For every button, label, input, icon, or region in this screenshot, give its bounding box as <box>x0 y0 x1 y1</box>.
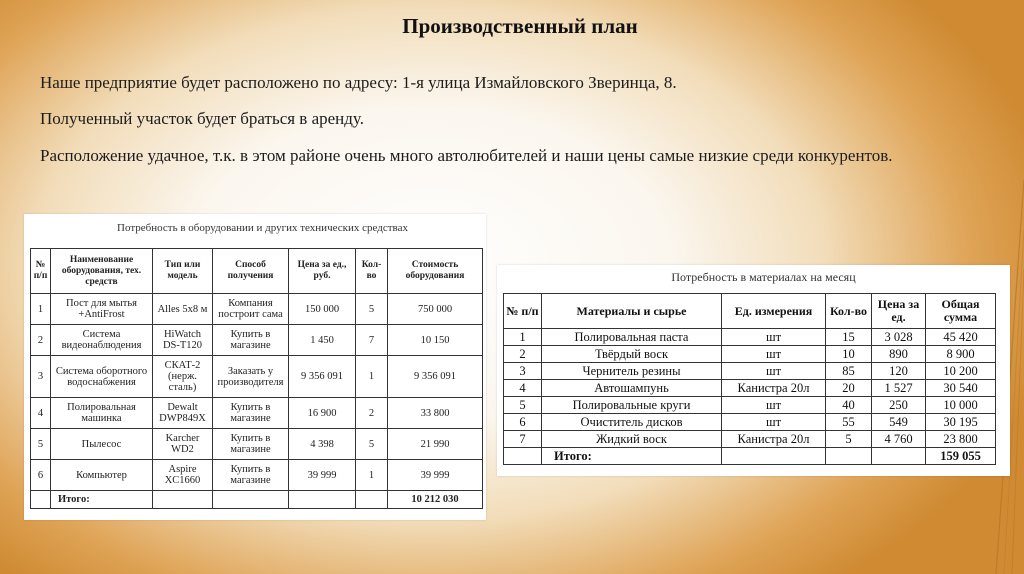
table-cell: 3 <box>31 356 51 398</box>
materials-table <box>503 293 996 465</box>
table-row <box>504 363 996 380</box>
equipment-table <box>30 248 483 509</box>
table-cell: 20 <box>826 380 872 397</box>
table-cell: 3 <box>504 363 542 380</box>
table-cell: 9 356 091 <box>289 356 356 398</box>
table-cell: 6 <box>31 460 51 491</box>
table-cell: 2 <box>31 325 51 356</box>
table-cell: 7 <box>356 325 388 356</box>
table-cell: 5 <box>356 429 388 460</box>
table-cell: 1 <box>504 329 542 346</box>
table-row <box>31 398 483 429</box>
table-row <box>504 397 996 414</box>
header-cell: № п/п <box>504 294 542 329</box>
header-cell: Тип или модель <box>153 249 213 294</box>
table-cell: 3 028 <box>872 329 926 346</box>
table-cell: 30 540 <box>926 380 996 397</box>
table-cell: 10 150 <box>388 325 483 356</box>
table-cell: 1 527 <box>872 380 926 397</box>
table-cell: 15 <box>826 329 872 346</box>
table-cell: Очиститель дисков <box>542 414 722 431</box>
equipment-table-panel <box>24 214 486 520</box>
table-cell: 890 <box>872 346 926 363</box>
total-value: 10 212 030 <box>388 491 483 509</box>
table-cell: 10 200 <box>926 363 996 380</box>
table-header-row <box>31 249 483 294</box>
table-cell: шт <box>722 329 826 346</box>
table-cell: Система видеонаблюдения <box>51 325 153 356</box>
header-cell: Цена за ед. <box>872 294 926 329</box>
table-cell: 45 420 <box>926 329 996 346</box>
table-cell: 23 800 <box>926 431 996 448</box>
table-cell: Полировальные круги <box>542 397 722 414</box>
table-cell: Компьютер <box>51 460 153 491</box>
table-cell: 6 <box>504 414 542 431</box>
table-row <box>504 431 996 448</box>
table-total-row <box>504 448 996 465</box>
paragraph-address: Наше предприятие будет расположено по адресу: 1-я улица Измайловского Зверинца, 8. <box>40 73 677 92</box>
header-cell: Наименование оборудования, тех. средств <box>51 249 153 294</box>
table-cell: 5 <box>504 397 542 414</box>
table-cell: Пост для мытья +AntiFrost <box>51 294 153 325</box>
table-cell: 39 999 <box>289 460 356 491</box>
total-value: 159 055 <box>926 448 996 465</box>
table-cell: Karcher WD2 <box>153 429 213 460</box>
table-cell: 16 900 <box>289 398 356 429</box>
table-cell: 1 <box>31 294 51 325</box>
table-cell: 2 <box>504 346 542 363</box>
table-row <box>31 294 483 325</box>
table-cell: 8 900 <box>926 346 996 363</box>
table-cell: 39 999 <box>388 460 483 491</box>
table-cell: 2 <box>356 398 388 429</box>
table-cell: Dewalt DWP849X <box>153 398 213 429</box>
table-cell: СКАТ-2 (нерж. сталь) <box>153 356 213 398</box>
paragraph-location: Расположение удачное, т.к. в этом районе очень много автолюбителей и наши цены самые низкие среди конкурентов. <box>40 146 893 165</box>
table-cell: Заказать у производителя <box>213 356 289 398</box>
table-cell: шт <box>722 414 826 431</box>
table-cell: 40 <box>826 397 872 414</box>
table-cell: Система оборотного водоснабжения <box>51 356 153 398</box>
table-cell: 21 990 <box>388 429 483 460</box>
table-cell: Aspire XC1660 <box>153 460 213 491</box>
header-cell: Материалы и сырье <box>542 294 722 329</box>
table-cell: 4 760 <box>872 431 926 448</box>
table-cell: Канистра 20л <box>722 380 826 397</box>
slide-title: Производственный план <box>402 14 638 38</box>
table-header-row <box>504 294 996 329</box>
header-cell: Ед. измерения <box>722 294 826 329</box>
table-cell: 4 <box>31 398 51 429</box>
table-row <box>31 325 483 356</box>
table-row <box>504 380 996 397</box>
table-row <box>31 460 483 491</box>
table-row <box>504 346 996 363</box>
table-row <box>504 414 996 431</box>
total-label: Итого: <box>51 491 153 509</box>
table-cell: 85 <box>826 363 872 380</box>
table-cell: 4 398 <box>289 429 356 460</box>
table-cell: 120 <box>872 363 926 380</box>
header-cell: Кол-во <box>826 294 872 329</box>
table-cell: Канистра 20л <box>722 431 826 448</box>
table-cell: Твёрдый воск <box>542 346 722 363</box>
table-total-row <box>31 491 483 509</box>
table-cell: Чернитель резины <box>542 363 722 380</box>
materials-table-panel <box>497 265 1010 476</box>
table-row <box>504 329 996 346</box>
table-cell: шт <box>722 397 826 414</box>
table-cell: 7 <box>504 431 542 448</box>
paragraph-lease: Полученный участок будет браться в аренду. <box>40 109 364 128</box>
table-cell: Автошампунь <box>542 380 722 397</box>
header-cell: № п/п <box>31 249 51 294</box>
table-cell: Компания построит сама <box>213 294 289 325</box>
table-cell: 9 356 091 <box>388 356 483 398</box>
equipment-table-caption: Потребность в оборудовании и других технических средствах <box>117 222 408 234</box>
materials-table-caption: Потребность в материалах на месяц <box>671 270 856 284</box>
table-cell: 5 <box>356 294 388 325</box>
table-cell: 10 000 <box>926 397 996 414</box>
header-cell: Кол-во <box>356 249 388 294</box>
total-label: Итого: <box>542 448 722 465</box>
table-cell: Жидкий воск <box>542 431 722 448</box>
header-cell: Способ получения <box>213 249 289 294</box>
table-row <box>31 356 483 398</box>
table-cell: 150 000 <box>289 294 356 325</box>
table-cell: шт <box>722 363 826 380</box>
table-cell: 549 <box>872 414 926 431</box>
header-cell: Цена за ед., руб. <box>289 249 356 294</box>
table-cell: Пылесос <box>51 429 153 460</box>
table-cell: 4 <box>504 380 542 397</box>
table-cell: 5 <box>31 429 51 460</box>
table-cell: 55 <box>826 414 872 431</box>
table-cell: Полировальная паста <box>542 329 722 346</box>
table-cell: HiWatch DS-T120 <box>153 325 213 356</box>
table-cell: 30 195 <box>926 414 996 431</box>
table-cell: Купить в магазине <box>213 429 289 460</box>
table-row <box>31 429 483 460</box>
header-cell: Стоимость оборудования <box>388 249 483 294</box>
header-cell: Общая сумма <box>926 294 996 329</box>
table-cell: Купить в магазине <box>213 398 289 429</box>
table-cell: 33 800 <box>388 398 483 429</box>
table-cell: 5 <box>826 431 872 448</box>
table-cell: Купить в магазине <box>213 460 289 491</box>
table-cell: 10 <box>826 346 872 363</box>
table-cell: Полировальная машинка <box>51 398 153 429</box>
table-cell: 750 000 <box>388 294 483 325</box>
table-cell: 250 <box>872 397 926 414</box>
table-cell: 1 <box>356 460 388 491</box>
table-cell: Alles 5x8 м <box>153 294 213 325</box>
table-cell: Купить в магазине <box>213 325 289 356</box>
table-cell: 1 450 <box>289 325 356 356</box>
table-cell: 1 <box>356 356 388 398</box>
table-cell: шт <box>722 346 826 363</box>
